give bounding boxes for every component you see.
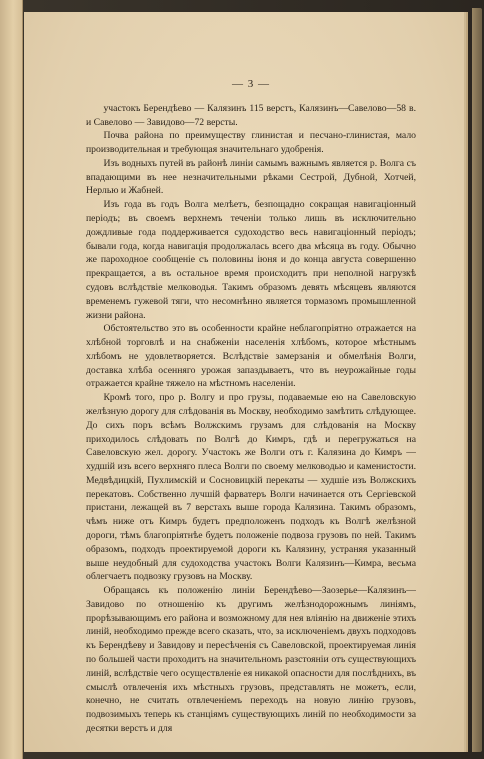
book-spine xyxy=(0,0,23,759)
paragraph: Обстоятельство это въ особенности крайне неблагопріятно отражается на хлѣбной торговлѣ и на снабженіи населенія хлѣбомъ, которое мѣстнымъ хлѣбомъ не удовлетворяется. Вслѣдствіе замерзанія и обмелѣнія Волги, доставка хлѣба осенняго урожая запаздываетъ, что въ неурожайные годы отражается крайне тяжело на мѣстномъ населеніи. xyxy=(86,323,416,390)
page-number: — 3 — xyxy=(232,78,270,90)
scanned-page xyxy=(24,12,464,752)
paragraph: Обращаясь къ положенію линіи Берендѣево—Заозерье—Калязинъ—Завидово по отношенію къ другимъ желѣзнодорожнымъ линіямъ, прорѣзывающимъ его района и возможному для нея вліянію на движеніе этихъ линій, необходимо прежде всего сказать, что, за исключеніемъ двухъ подходовъ къ Берендѣеву и Завидову и пересѣченія съ Савеловской, проектируемая линія по большей части проходитъ на значительномъ разстояніи отъ существующихъ линій, вслѣдствіе чего осуществленіе ея никакой опасности для послѣднихъ, въ смыслѣ отвлеченія ихъ мѣстныхъ грузовъ, представлять не можетъ, если, конечно, не считать отвлеченіемъ переходъ на новую линію грузовъ, подвозимыхъ теперь къ станціямъ существующихъ линій по необходимости за десятки верстъ и для xyxy=(86,585,416,734)
paragraph: Изъ года въ годъ Волга мелѣетъ, безпощадно сокращая навигаціонный періодъ; въ своемъ верхнемъ теченіи только лишь въ исключительно дождливые года поддерживается судоходство весь навигаціонный періодъ; бывали года, когда навигація продолжалась всего два мѣсяца въ году. Обычно же пароходное сообщеніе съ половины іюня и до конца августа совершенно прекращается, а въ остальное время происходитъ при неполной нагрузкѣ судовъ вслѣдствіе мелководья. Такимъ образомъ девять мѣсяцевъ являются временемъ гужевой тяги, что несомнѣнно является тормазомъ промышленной жизни района. xyxy=(86,199,416,321)
paragraph: Почва района по преимуществу глинистая и песчано-глинистая, мало производительная и требующая значительнаго удобренія. xyxy=(86,130,416,156)
page-text xyxy=(86,78,416,736)
paragraph: участокъ Берендѣево — Калязинъ 115 верстъ, Калязинъ—Савелово—58 в. и Савелово — Завидово—72 версты. xyxy=(86,102,416,128)
page-edge xyxy=(472,8,482,752)
paragraph: Кромѣ того, про р. Волгу и про грузы, подаваемые ею на Савеловскую желѣзную дорогу для слѣдованія въ Москву, необходимо замѣтить слѣдующее. До сихъ поръ всѣмъ Волжскимъ грузамъ для слѣдованія на Москву приходилось слѣдовать по Волгѣ до Кимръ, гдѣ и перегружаться на Савеловскую жел. дорогу. Участокъ же Волги отъ г. Калязина до Кимръ — худшій изъ всего верхняго плеса Волги по своему мелководью и каменистости. Медвѣдицкій, Пухлимскій и Сосновицкій перекаты — худшіе изъ Волжскихъ перекатовъ. Собственно лучшій фарватеръ Волги начинается отъ Сергіевской пристани, лежащей въ 7 верстахъ выше города Калязина. Такимъ образомъ, чѣмъ ниже отъ Кимръ будетъ предположенъ подходъ къ Волгѣ желѣзной дороги, тѣмъ благопріятнѣе будетъ положеніе подвоза грузовъ по ней. Такимъ образомъ, подходъ проектируемой дороги къ Калязину, устраняя указанный выше неудобный для судоходства участокъ Волги Калязинъ—Кимра, весьма облегчаетъ подвозку грузовъ на Москву. xyxy=(86,392,416,583)
paragraph: Изъ водныхъ путей въ районѣ линіи самымъ важнымъ является р. Волга съ впадающими въ нее незначительными рѣками Сестрой, Дубной, Хотчей, Нерлью и Жабней. xyxy=(86,157,416,197)
